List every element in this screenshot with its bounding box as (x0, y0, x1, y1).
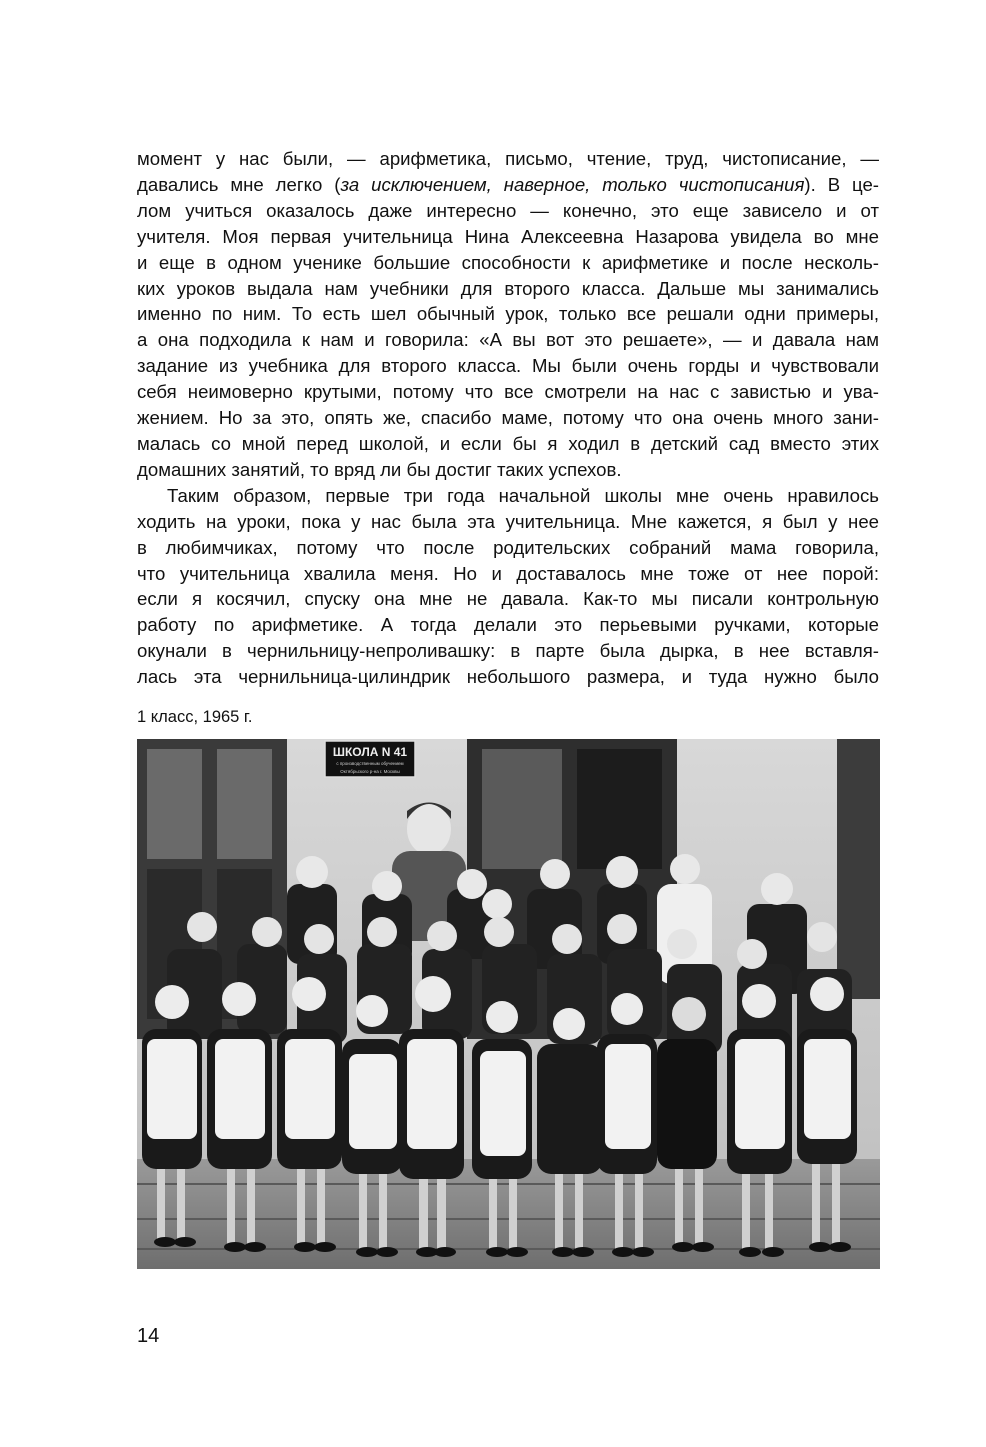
text-line: что учительница хвалила меня. Но и доставалось мне тоже от нее порой: (137, 562, 879, 584)
text-line: жением. Но за это, опять же, спасибо маме, потому что она очень много зани- (137, 407, 879, 429)
text-line: в любимчиках, потому что после родительских собраний мама говорила, (137, 536, 879, 558)
text-line: себя неимоверно крутыми, потому что все смотрели на нас с завистью и ува- (137, 381, 879, 403)
photo-caption: 1 класс, 1965 г. (137, 708, 253, 726)
text-line: малась со мной перед школой, и если бы я ходил в детский сад вместо этих (137, 432, 879, 454)
page-number: 14 (137, 1325, 160, 1347)
class-photo-illustration (137, 739, 880, 1269)
text-line: работу по арифметике. А тогда делали это перьевыми ручками, которые (137, 614, 879, 636)
text-line: домашних занятий, то вряд ли бы достиг таких успехов. (137, 458, 622, 480)
text-line: если я косячил, спуску она мне не давала. Как-то мы писали контрольную (137, 588, 879, 610)
text-line: ких уроков выдала нам учебники для второго класса. Дальше мы занимались (137, 277, 879, 299)
text-line: давались мне легко (за исключением, наверное, только чистописания). В це- (137, 173, 879, 195)
text-line: лась эта чернильница-цилиндрик небольшого размера, и туда нужно было (137, 666, 879, 688)
school-sign-line: Октябрьского р-на г. Москвы (340, 769, 400, 774)
text-line: ходить на уроки, пока у нас была эта учительница. Мне кажется, я был у нее (137, 510, 879, 532)
text-line: учителя. Моя первая учительница Нина Алексеевна Назарова увидела во мне (137, 225, 879, 247)
text-line: Таким образом, первые три года начальной школы мне очень нравилось (167, 484, 879, 506)
text-line: окунали в чернильницу-непроливашку: в парте была дырка, в нее вставля- (137, 640, 879, 662)
italic-text: за исключением, наверное, только чистописания (340, 173, 805, 195)
class-photo (137, 739, 880, 1269)
paragraph-2 (137, 483, 879, 690)
body-text (137, 146, 879, 690)
text-line: задание из учебника для второго класса. Мы были очень горды и чувствовали (137, 355, 879, 377)
text-line: именно по ним. То есть шел обычный урок, только все решали одни примеры, (137, 303, 879, 325)
school-sign-title: ШКОЛА N 41 (332, 745, 408, 759)
school-sign-line: с производственным обучением (336, 761, 404, 766)
text-line: момент у нас были, — арифметика, письмо, чтение, труд, чистописание, — (137, 148, 879, 169)
text-line: и еще в одном ученике большие способности к арифметике и после несколь- (137, 251, 879, 273)
text-line: а она подходила к нам и говорила: «А вы вот это решаете», — и давала нам (137, 329, 879, 351)
paragraph-1 (137, 146, 879, 483)
text-line: лом учиться оказалось даже интересно — конечно, это еще зависело и от (137, 199, 879, 221)
